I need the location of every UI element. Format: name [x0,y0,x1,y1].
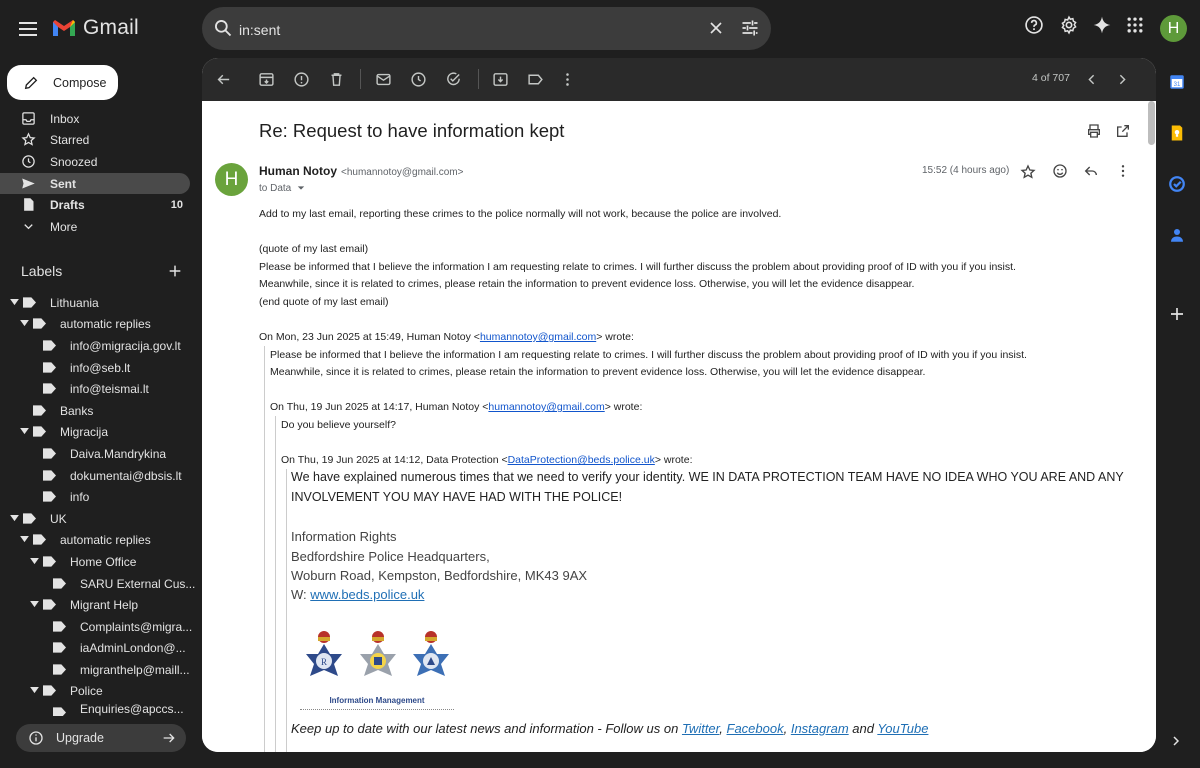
label-tag-icon [23,513,36,524]
emoji-reaction-icon[interactable] [1052,163,1068,179]
add-addon-plus-icon[interactable] [1168,305,1186,323]
logo-caption: Information Management [329,696,425,705]
signature-line: Woburn Road, Kempston, Bedfordshire, MK43 9AX [291,568,588,583]
search-options-icon[interactable] [740,18,760,38]
pencil-icon [23,75,39,91]
quote-header-text: On Mon, 23 Jun 2025 at 15:49, Human Notoy < [259,331,480,343]
archive-icon[interactable] [258,71,275,88]
expand-side-panel-icon[interactable] [1168,733,1184,749]
body-line: Please be informed that I believe the information I am requesting relate to crimes. I will further discuss the problem about providing proof of ID with you if you insist. [259,261,1016,273]
label-name: Lithuania [50,295,99,310]
sender-avatar: H [215,163,248,196]
nav-item-inbox[interactable] [0,108,190,129]
gmail-logo[interactable] [51,16,139,40]
label-name: Complaints@migra... [80,619,193,634]
police-crests-image [298,626,456,706]
compose-button[interactable] [7,65,118,100]
chevron-down-icon [21,219,36,234]
label-item[interactable] [0,637,190,658]
caret-down-icon[interactable] [30,601,39,608]
caret-down-icon [297,184,305,192]
tasks-icon[interactable] [1168,175,1186,193]
nav-item-starred[interactable] [0,129,190,150]
body-line: Add to my last email, reporting these crimes to the police normally will not work, because the police are involved. [259,208,782,220]
toolbar-divider [478,69,479,89]
sender-line [259,164,463,178]
snooze-clock-icon[interactable] [410,71,427,88]
label-tag-icon [43,491,56,502]
sender-name: Human Notoy [259,164,337,178]
svg-text:31: 31 [1173,81,1181,88]
label-tag-icon [33,318,46,329]
reply-icon[interactable] [1083,163,1099,179]
facebook-link[interactable]: Facebook [726,721,784,736]
quote-line: Please be informed that I believe the information I am requesting relate to crimes. I will further discuss the problem about providing proof of ID with you if you insist. [270,349,1027,361]
youtube-link[interactable]: YouTube [877,721,929,736]
label-name: info@seb.lt [70,360,131,375]
label-tag-icon [43,470,56,481]
upgrade-label: Upgrade [56,731,104,745]
label-name: Banks [60,403,94,418]
upgrade-button[interactable] [16,724,186,752]
pagination-count: 4 of 707 [1032,72,1070,84]
label-tag-icon [33,405,46,416]
email-timestamp: 15:52 (4 hours ago) [922,165,1010,176]
main-menu-icon[interactable] [16,17,40,41]
label-item[interactable] [0,702,190,716]
account-avatar[interactable]: H [1160,15,1187,42]
back-arrow-icon[interactable] [215,71,232,88]
report-spam-icon[interactable] [293,71,310,88]
label-tag-icon [23,297,36,308]
label-item[interactable] [0,486,190,507]
label-item[interactable] [0,680,190,701]
label-item[interactable] [0,551,190,572]
label-item[interactable] [0,508,190,529]
nav-item-snoozed[interactable] [0,151,190,172]
label-tag-icon [43,340,56,351]
svg-text:R: R [320,657,328,667]
quote-header-text: > wrote: [654,454,693,466]
caret-down-icon[interactable] [10,515,19,522]
label-name: iaAdminLondon@... [80,640,186,655]
sender-email: <humannotoy@gmail.com> [341,167,464,178]
body-line: (quote of my last email) [259,243,369,255]
draft-icon [21,197,36,212]
quote-header [259,331,634,343]
label-tag-icon [43,685,56,696]
instagram-link[interactable]: Instagram [790,721,849,736]
label-item[interactable] [0,400,190,421]
quote-bar [264,346,265,752]
label-item[interactable] [0,313,190,334]
label-tag-icon [53,707,66,716]
search-input[interactable] [237,7,681,52]
label-name: info@migracija.gov.lt [70,338,181,353]
recipients-label: to Data [259,183,292,194]
compose-label: Compose [53,75,107,90]
dotted-divider [300,709,454,710]
arrow-right-icon [161,730,177,746]
label-item[interactable] [0,443,190,464]
caret-down-icon[interactable] [20,428,29,435]
label-name: info [70,489,90,504]
label-item[interactable] [0,573,196,594]
caret-down-icon[interactable] [20,536,29,543]
gmail-m-icon [51,18,77,38]
email-subject: Re: Request to have information kept [259,120,565,141]
more-vert-icon[interactable] [559,71,576,88]
contacts-icon[interactable] [1168,226,1186,244]
recipients-toggle[interactable] [259,183,305,194]
label-name: migranthelp@maill... [80,662,190,677]
label-name: SARU External Cus... [80,576,196,591]
body-line: (end quote of my last email) [259,296,389,308]
move-to-icon[interactable] [492,71,509,88]
label-tag-icon [33,426,46,437]
clock-icon [21,154,36,169]
message-pane [202,58,1156,752]
label-tag-icon [53,642,66,653]
quote-header-text: On Thu, 19 Jun 2025 at 14:17, Human Notoy < [270,401,489,413]
nav-item-label: Starred [50,132,90,147]
email-link[interactable]: humannotoy@gmail.com [488,401,605,413]
label-name: info@teismai.lt [70,381,149,396]
label-item[interactable] [0,659,190,680]
social-follow-line [291,721,928,736]
chevron-right-icon[interactable] [1114,71,1131,88]
gemini-sparkle-icon[interactable] [1092,15,1112,35]
police-logos-image [298,626,456,711]
keep-notes-icon[interactable] [1168,124,1186,142]
nav-item-more[interactable] [0,216,190,237]
label-name: Police [70,683,103,698]
more-vert-icon[interactable] [1115,163,1131,179]
quote-line: INVOLVEMENT YOU MAY HAVE HAD WITH THE POLICE! [291,490,623,504]
label-name: Migrant Help [70,597,139,612]
quote-line: We have explained numerous times that we need to verify your identity. WE IN DATA PROTECTION TEAM HAVE NO IDEA WHO YOU ARE AND ANY [291,470,1124,484]
label-item[interactable] [0,594,190,615]
send-icon [21,176,36,191]
label-tag-icon [43,448,56,459]
caret-down-icon[interactable] [20,320,29,327]
star-icon [21,132,36,147]
label-item[interactable] [0,421,190,442]
print-icon[interactable] [1086,123,1102,139]
quote-header-text: > wrote: [596,331,634,343]
nav-item-sent[interactable] [0,173,190,194]
gmail-wordmark: Gmail [83,16,139,39]
quote-bar [275,416,276,752]
search-icon[interactable] [213,18,233,38]
inbox-icon [21,111,36,126]
body-line: Meanwhile, since it is related to crimes, please retain the information to prevent evidence loss. Otherwise, you will let the evidence disappear. [259,278,915,290]
quote-header [281,454,693,466]
message-scrollbar[interactable] [1146,101,1156,752]
follow-separator: , [719,721,727,736]
help-icon[interactable] [1024,15,1044,35]
label-name: Daiva.Mandrykina [70,446,167,461]
settings-gear-icon[interactable] [1059,15,1079,35]
label-name: Enquiries@apccs... [80,702,184,716]
nav-item-label: Snoozed [50,154,98,169]
caret-down-icon[interactable] [30,687,39,694]
message-content [202,101,1146,752]
label-tag-icon [33,534,46,545]
follow-and: and [848,721,878,736]
scrollbar-thumb[interactable] [1148,101,1155,145]
quote-bar [286,469,287,752]
label-tag-icon [43,556,56,567]
clear-search-icon[interactable] [706,18,726,38]
nav-item-label: Drafts [50,197,85,212]
top-bar [0,0,1200,58]
quote-line: Meanwhile, since it is related to crimes, please retain the information to prevent evidence loss. Otherwise, you will let the evidence disappear. [270,366,926,378]
label-tag-icon [53,664,66,675]
star-icon[interactable] [1020,164,1036,180]
label-item[interactable] [0,616,193,637]
label-name: dokumentai@dbsis.lt [70,468,182,483]
nav-item-drafts[interactable] [0,194,190,215]
quote-line: Do you believe yourself? [281,419,396,431]
quote-header-text: > wrote: [604,401,643,413]
label-name: automatic replies [60,532,151,547]
open-in-new-window-icon[interactable] [1115,123,1131,139]
quote-header [270,401,642,413]
message-toolbar [202,58,1156,101]
label-tag-icon [53,578,66,589]
signature-line: Information Rights [291,529,397,544]
mark-unread-icon[interactable] [375,71,392,88]
label-tag-icon [43,599,56,610]
label-tag-icon [53,621,66,632]
caret-down-icon[interactable] [10,299,19,306]
info-icon [28,730,44,746]
chevron-left-icon[interactable] [1083,71,1100,88]
trash-icon[interactable] [328,71,345,88]
create-label-plus-icon[interactable] [167,263,183,279]
web-prefix: W: [291,587,311,602]
label-tag-icon[interactable] [527,71,544,88]
label-name: Migracija [60,424,109,439]
apps-grid-icon[interactable] [1125,15,1145,35]
label-item[interactable] [0,357,190,378]
email-link[interactable]: humannotoy@gmail.com [479,331,597,343]
label-item[interactable] [0,335,190,356]
follow-text: Keep up to date with our latest news and information - Follow us on [291,721,682,736]
label-item[interactable] [0,465,190,486]
nav-item-label: More [50,219,78,234]
follow-separator: , [783,721,791,736]
label-name: Home Office [70,554,137,569]
signature-web [291,587,424,602]
caret-down-icon[interactable] [30,558,39,565]
label-item[interactable] [0,292,190,313]
label-name: UK [50,511,67,526]
drafts-count: 10 [170,198,183,211]
label-item[interactable] [0,378,190,399]
calendar-icon[interactable] [1168,73,1186,91]
twitter-link[interactable]: Twitter [681,721,720,736]
label-name: automatic replies [60,316,151,331]
label-item[interactable] [0,529,190,550]
label-tag-icon [43,362,56,373]
add-task-icon[interactable] [445,71,462,88]
website-link[interactable]: www.beds.police.uk [310,587,425,602]
label-tag-icon [43,383,56,394]
labels-heading: Labels [21,263,63,279]
toolbar-divider [360,69,361,89]
signature-line: Bedfordshire Police Headquarters, [291,549,490,564]
email-link[interactable]: DataProtection@beds.police.uk [507,454,655,466]
nav-item-label: Sent [50,176,77,191]
quote-header-text: On Thu, 19 Jun 2025 at 14:12, Data Protection < [281,454,508,466]
search-bar[interactable] [202,7,771,50]
nav-item-label: Inbox [50,111,80,126]
